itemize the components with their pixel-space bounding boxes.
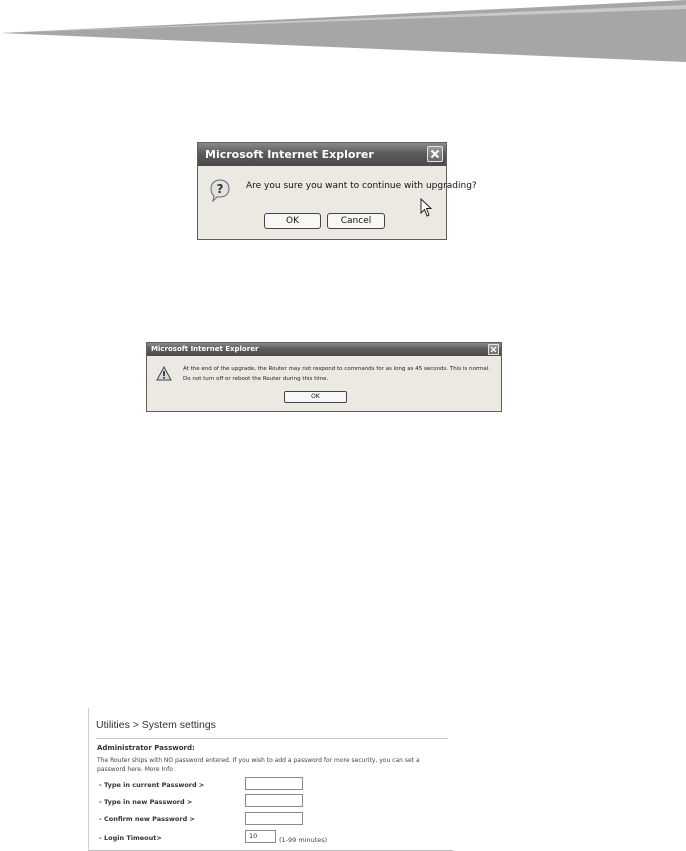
close-icon bbox=[489, 345, 498, 354]
ok-button[interactable]: OK bbox=[284, 391, 347, 403]
new-password-label: - Type in new Password > bbox=[99, 798, 193, 806]
dialog-title: Microsoft Internet Explorer bbox=[205, 148, 374, 161]
current-password-label: - Type in current Password > bbox=[99, 781, 205, 789]
system-settings-panel bbox=[88, 708, 453, 851]
login-timeout-label: - Login Timeout> bbox=[99, 834, 162, 842]
question-icon bbox=[208, 178, 232, 202]
ok-button[interactable]: OK bbox=[264, 213, 321, 229]
dialog-message: At the end of the upgrade, the Router may not respond to commands for as long as 45 seconds. This is normal. Do not turn off or reboot the Router during this time. bbox=[183, 366, 491, 382]
close-button[interactable] bbox=[488, 344, 499, 355]
dialog-title-bar bbox=[198, 143, 446, 166]
current-password-input[interactable] bbox=[245, 777, 303, 790]
mouse-pointer-icon bbox=[420, 198, 434, 218]
section-title: Administrator Password: bbox=[97, 744, 195, 752]
warning-icon bbox=[156, 366, 172, 381]
confirm-password-label: - Confirm new Password > bbox=[99, 815, 195, 823]
divider bbox=[96, 738, 448, 739]
breadcrumb: Utilities > System settings bbox=[96, 719, 216, 731]
upgrade-warning-dialog bbox=[146, 342, 502, 412]
page-header-banner bbox=[0, 0, 686, 62]
cancel-button[interactable]: Cancel bbox=[327, 213, 385, 229]
upgrade-confirm-dialog bbox=[197, 142, 477, 240]
close-icon bbox=[428, 147, 442, 161]
svg-text:?: ? bbox=[216, 182, 224, 196]
dialog-message: Are you sure you want to continue with upgrading? bbox=[246, 181, 477, 191]
close-button[interactable] bbox=[427, 146, 443, 162]
login-timeout-input[interactable]: 10 bbox=[245, 830, 276, 843]
dialog-title: Microsoft Internet Explorer bbox=[151, 345, 259, 353]
timeout-hint: (1-99 minutes) bbox=[279, 836, 328, 844]
new-password-input[interactable] bbox=[245, 794, 303, 807]
confirm-password-input[interactable] bbox=[245, 812, 303, 825]
password-description: The Router ships with NO password entered. If you wish to add a password for more security, you can set a password here. More Info bbox=[97, 757, 420, 773]
dialog-title-bar bbox=[147, 343, 501, 356]
